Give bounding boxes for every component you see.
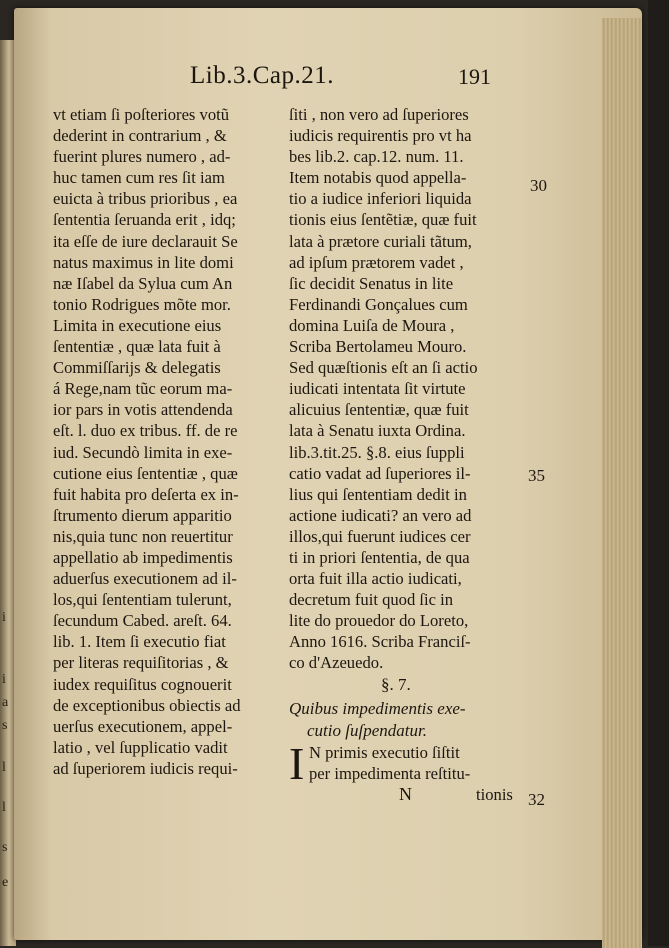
text-line: illos,qui fuerunt iudices cer [289,526,471,546]
text-line: iudicati intentata ſit virtute [289,379,466,399]
text-line: tonio Rodrigues mõte mor. [53,294,231,314]
signature-mark: N [399,783,412,804]
text-line: ita eſſe de iure declarauit Se [53,231,238,251]
text-line: ad ipſum prætorem vadet , [289,252,464,272]
text-line: lata à Senatu iuxta Ordina. [289,421,466,441]
text-line: eſt. l. duo ex tribus. ff. de re [53,421,238,441]
text-line: iudicis requirentis pro vt ha [289,126,472,146]
section-heading: cutio ſuſpendatur. [307,720,427,740]
text-line: Anno 1616. Scriba Franciſ- [289,632,471,652]
margin-number: 30 [530,176,547,195]
previous-page-fragment: i [2,610,6,625]
drop-cap: I [289,737,305,789]
text-line: N primis executio ſiſtit [309,742,460,762]
text-line: per literas requiſitorias , & [53,653,229,673]
text-line: actione iudicati? an vero ad [289,505,472,525]
text-line: á Rege,nam tũc eorum ma- [53,379,233,399]
text-line: appellatio ab impedimentis [53,547,233,567]
text-line: tio a iudice inferiori liquida [289,189,472,209]
text-line: Limita in executione eius [53,315,222,335]
text-line: ior pars in votis attendenda [53,400,233,420]
previous-page-fragment: s [2,718,8,733]
page-header [180,62,620,96]
text-line: euicta à tribus prioribus , ea [53,189,238,209]
text-line: alicuius ſententiæ, quæ fuit [289,400,469,420]
catchword: tionis [476,784,513,804]
text-line: fuit habita pro deſerta ex in- [53,484,239,504]
text-line: næ Iſabel da Sylua cum An [53,273,233,293]
text-line: los,qui ſententiam tulerunt, [53,590,232,610]
text-line: ſtrumento dierum apparitio [53,505,232,525]
text-line: ſententiæ , quæ lata fuit à [53,337,221,357]
text-line: per impedimenta reſtitu- [309,763,471,783]
background-right [648,0,669,946]
text-line: ad ſuperiorem iudicis requi- [53,758,238,778]
text-line: Scriba Bertolameu Mouro. [289,337,467,357]
text-line: ſententia ſeruanda erit , idq; [53,210,236,230]
text-line: lib.3.tit.25. §.8. eius ſuppli [289,442,465,462]
left-column [53,104,275,779]
text-line: ti in priori ſententia, de qua [289,547,470,567]
signature-line [289,784,523,805]
text-line: natus maximus in lite domi [53,252,234,272]
text-line: ſiti , non vero ad ſuperiores [289,105,469,124]
text-line: co d'Azeuedo. [289,653,384,673]
previous-page-fragment: e [2,875,9,890]
page-number: 191 [458,64,491,89]
text-line: lite do prouedor do Loreto, [289,611,469,631]
previous-page-fragment: s [2,840,8,855]
text-line: Commiſſarijs & delegatis [53,358,221,378]
previous-page-fragment: a [2,695,9,710]
running-title: Lib.3.Cap.21. [190,62,334,89]
text-line: fuerint plures numero , ad- [53,147,231,167]
text-line: catio vadat ad ſuperiores il- [289,463,471,483]
text-line: uerſus executionem, appel- [53,716,233,736]
page-fore-edge [602,18,642,948]
text-line: domina Luiſa de Moura , [289,315,455,335]
text-line: iud. Secundò limita in exe- [53,442,233,462]
text-line: bes lib.2. cap.12. num. 11. [289,147,464,167]
text-line: dederint in contrarium , & [53,126,227,146]
text-line: huc tamen cum res ſit iam [53,168,225,188]
previous-page-fragment: i [2,672,6,687]
text-line: decretum fuit quod ſic in [289,590,454,610]
text-line: vt etiam ſi poſteriores votũ [53,105,230,124]
text-line: latio , vel ſupplicatio vadit [53,737,228,757]
right-column [289,104,523,805]
text-line: tionis eius ſentẽtiæ, quæ fuit [289,210,477,230]
text-line: orta fuit illa actio iudicati, [289,569,462,589]
text-line: lib. 1. Item ſi executio fiat [53,632,226,652]
text-line: ſecundum Cabed. areſt. 64. [53,611,232,631]
section-heading: Quibus impedimentis exe- [289,698,466,718]
text-line: Sed quæſtionis eſt an ſi actio [289,358,478,378]
previous-page-fragment: l [2,760,6,775]
text-line: iudex requiſitus cognouerit [53,674,232,694]
text-line: de exceptionibus obiectis ad [53,695,241,715]
text-line: Ferdinandi Gonçalues cum [289,294,468,314]
margin-number: 35 [528,466,545,485]
text-line: aduerſus executionem ad il- [53,569,237,589]
margin-number: 32 [528,790,545,809]
text-line: lata à prætore curiali tãtum, [289,231,472,251]
section-opening [289,737,523,789]
text-line: cutione eius ſententiæ , quæ [53,463,238,483]
text-line: lius qui ſententiam dedit in [289,484,467,504]
text-line: nis,quia tunc non reuertitur [53,526,233,546]
text-line: Item notabis quod appella- [289,168,467,188]
section-number: §. 7. [381,674,411,694]
text-line: ſic decidit Senatus in lite [289,273,454,293]
previous-page-fragment: l [2,800,6,815]
